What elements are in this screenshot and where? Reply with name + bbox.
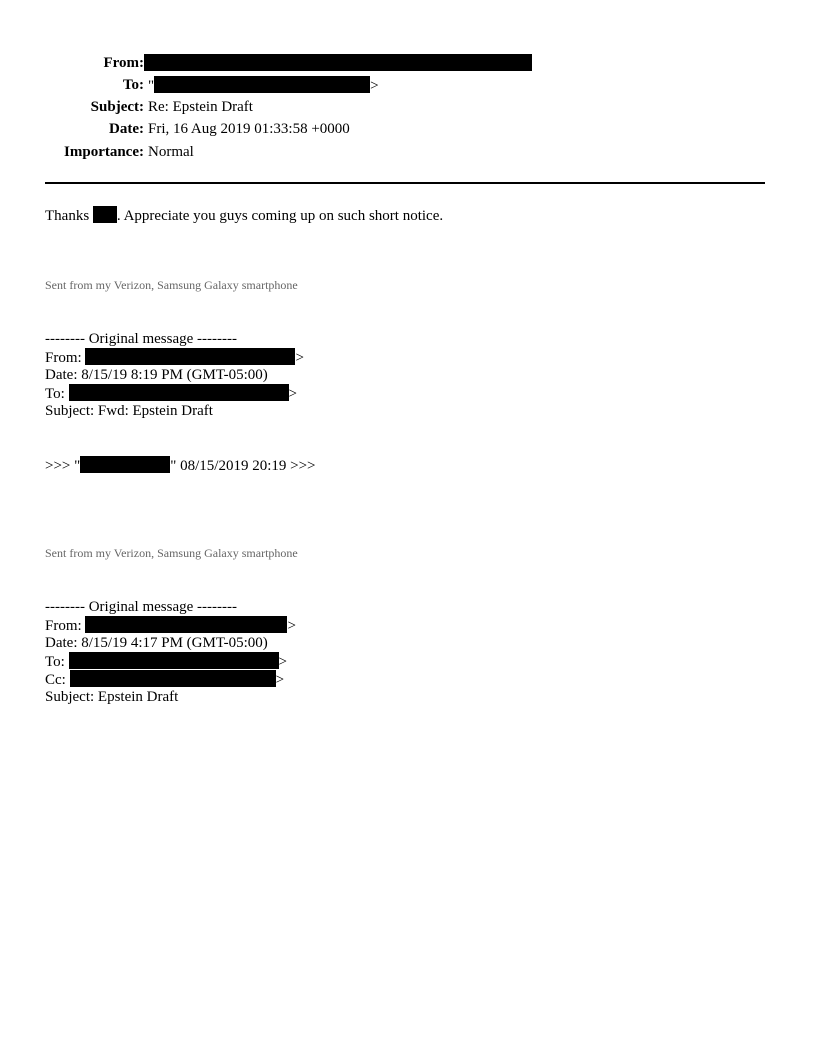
original-2-to-label: To: <box>45 654 65 670</box>
signature-2: Sent from my Verizon, Samsung Galaxy smartphone <box>45 546 298 560</box>
original-1-from-redaction <box>85 348 295 365</box>
importance-label: Importance: <box>64 144 144 160</box>
original-1-to-close: > <box>288 386 298 402</box>
original-1-from-label: From: <box>45 350 82 366</box>
thanks-suffix: . Appreciate you guys coming up on such short notice. <box>116 208 444 224</box>
to-redaction <box>154 76 370 93</box>
signature-1: Sent from my Verizon, Samsung Galaxy smartphone <box>45 278 298 292</box>
original-1-subject: Subject: Fwd: Epstein Draft <box>45 403 213 419</box>
original-1-from <box>45 348 304 367</box>
header-divider <box>45 182 765 184</box>
original-2-to-redaction <box>69 652 279 669</box>
thanks-prefix: Thanks <box>45 208 90 224</box>
thanks-line <box>45 206 443 225</box>
to-value <box>148 76 379 95</box>
original-1-banner: -------- Original message -------- <box>45 331 237 347</box>
original-2-from <box>45 616 296 635</box>
thanks-redaction <box>93 206 117 223</box>
original-1-from-close: > <box>295 350 304 366</box>
quote-prefix: >>> " <box>45 458 81 474</box>
original-1-to-redaction <box>69 384 289 401</box>
header-from-row <box>0 54 816 72</box>
importance-value: Normal <box>148 144 194 160</box>
original-1-to <box>45 384 297 403</box>
original-2-from-close: > <box>287 618 296 634</box>
to-close: > <box>370 78 379 94</box>
header-to-row <box>0 76 816 94</box>
to-label: To: <box>122 77 144 93</box>
original-2-cc <box>45 670 284 689</box>
from-redaction <box>144 54 532 71</box>
original-2-from-label: From: <box>45 618 82 634</box>
original-2-date: Date: 8/15/19 4:17 PM (GMT-05:00) <box>45 635 268 651</box>
date-label: Date: <box>109 121 144 137</box>
original-1-to-label: To: <box>45 386 65 402</box>
quote-redaction <box>80 456 170 473</box>
original-2-to <box>45 652 287 671</box>
subject-value: Re: Epstein Draft <box>148 99 253 115</box>
to-quote: " <box>148 78 155 94</box>
date-value: Fri, 16 Aug 2019 01:33:58 +0000 <box>148 121 350 137</box>
header-subject-row <box>0 98 816 116</box>
original-2-cc-redaction <box>70 670 276 687</box>
forward-quote-line <box>45 456 316 475</box>
original-2-to-close: > <box>278 654 288 670</box>
original-2-from-redaction <box>85 616 287 633</box>
original-2-subject: Subject: Epstein Draft <box>45 689 179 705</box>
original-1-date: Date: 8/15/19 8:19 PM (GMT-05:00) <box>45 367 268 383</box>
from-label: From: <box>103 55 144 71</box>
quote-suffix: " 08/15/2019 20:19 >>> <box>170 458 316 474</box>
original-2-banner: -------- Original message -------- <box>45 599 237 615</box>
original-2-cc-close: > <box>275 672 285 688</box>
original-2-cc-label: Cc: <box>45 672 66 688</box>
header-importance-row <box>0 143 816 161</box>
header-date-row <box>0 120 816 138</box>
subject-label: Subject: <box>90 99 144 115</box>
